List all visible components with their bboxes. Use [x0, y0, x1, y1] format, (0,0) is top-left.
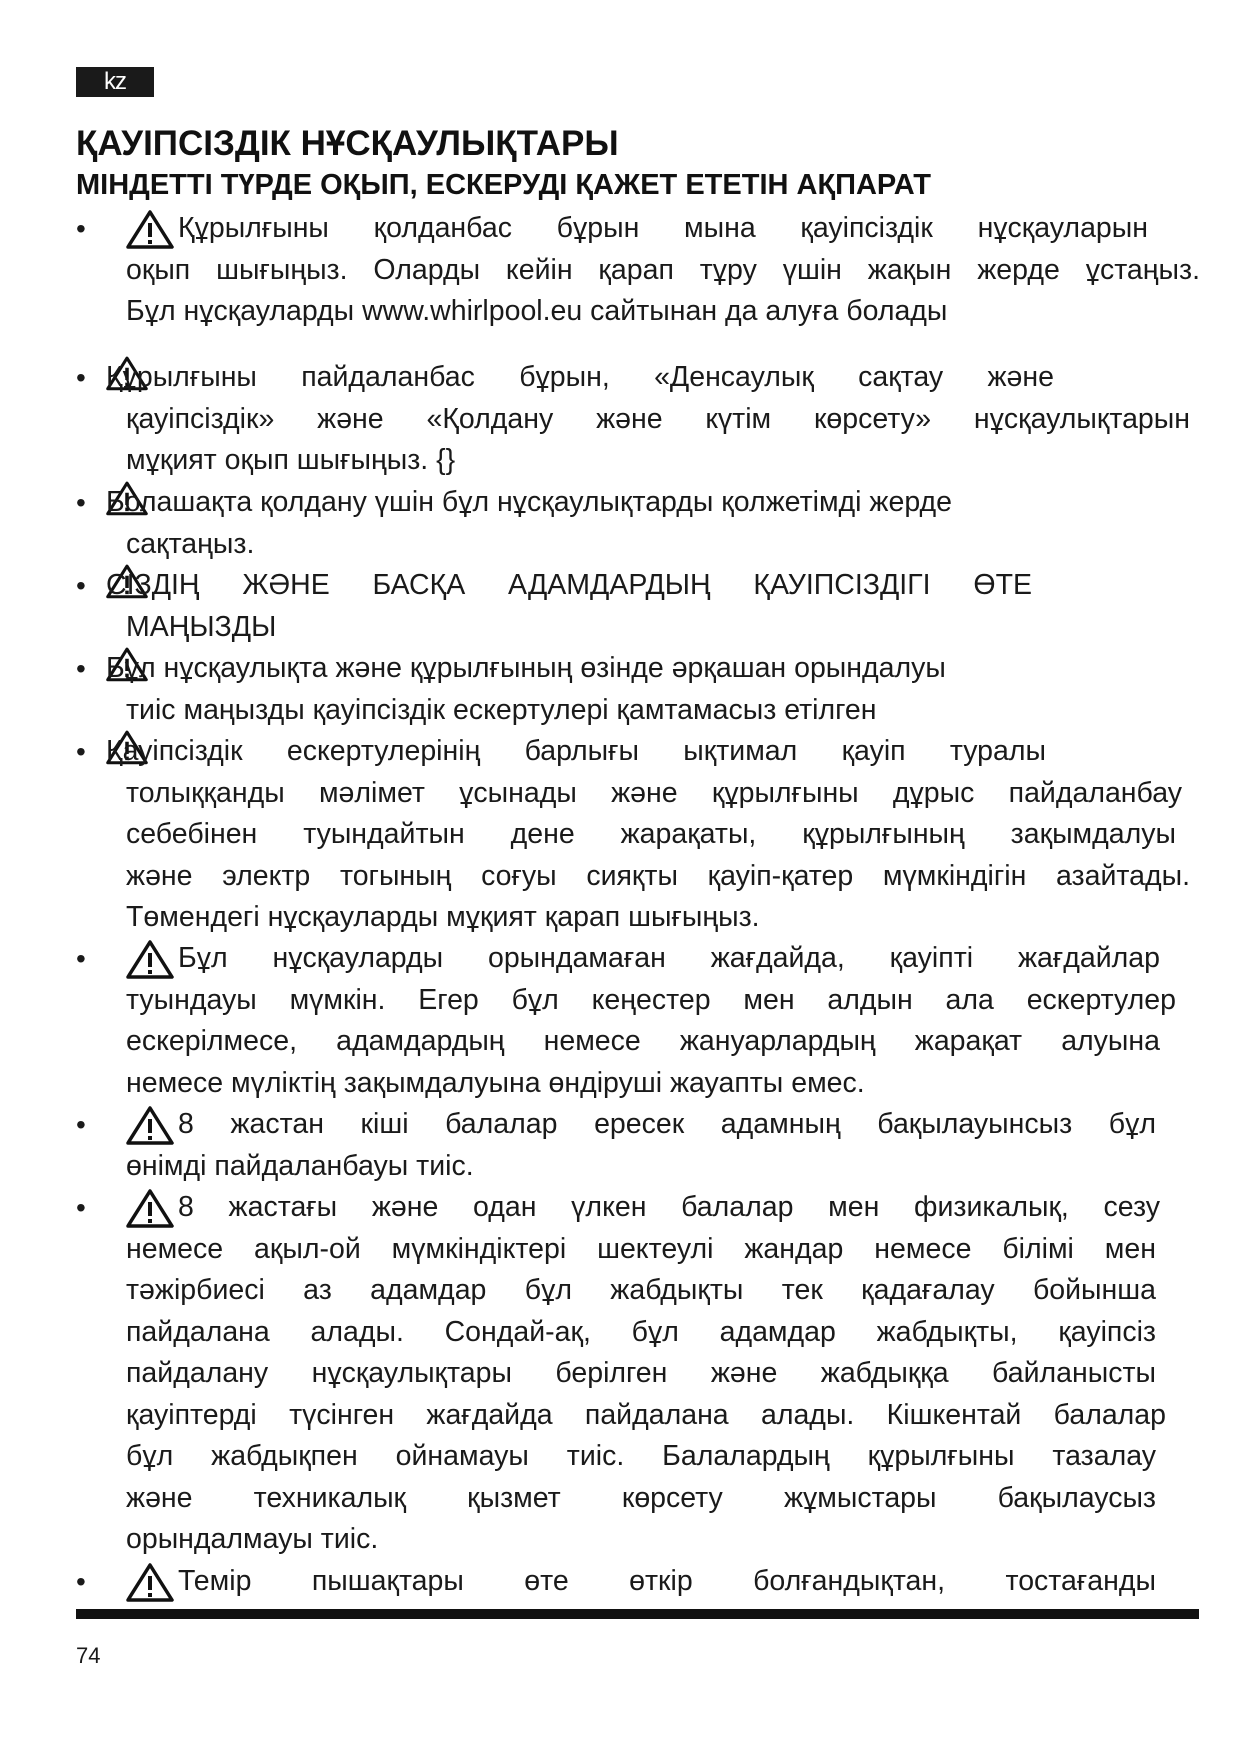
bullet: •	[76, 487, 86, 518]
item-text-line: Болашақта қолдану үшін бұл нұсқаулықтарды қолжетімді жерде	[106, 486, 953, 518]
item-text-line: 8 жастан кіші балалар ересек адамның бақылауынсыз бұл	[178, 1108, 1156, 1140]
bullet: •	[76, 736, 86, 767]
bullet: •	[76, 1192, 86, 1223]
item-text-line: және техникалық қызмет көрсету жұмыстары бақылаусыз	[126, 1481, 1156, 1514]
bullet: •	[76, 653, 86, 684]
item-text-line: Құрылғыны қолданбас бұрын мына қауіпсіздік нұсқауларын	[178, 212, 1148, 244]
item-text-line: Төмендегі нұсқауларды мұқият қарап шығыңыз.	[126, 901, 760, 933]
item-text-line: 8 жастағы және одан үлкен балалар мен физикалық, сезу	[178, 1191, 1160, 1223]
page-title: ҚАУІПСІЗДІК НҰСҚАУЛЫҚТАРЫ	[76, 124, 619, 163]
warning-triangle-icon	[126, 1105, 174, 1145]
item-text-line: толыққанды мәлімет ұсынады және құрылғыны дұрыс пайдаланбау	[126, 776, 1182, 809]
item-text-line: Бұл нұсқауларды www.whirlpool.eu сайтынан да алуға болады	[126, 295, 948, 327]
item-text-line: қауіпсіздік» және «Қолдану және күтім көрсету» нұсқаулықтарын	[126, 402, 1190, 435]
item-text-line: сақтаңыз.	[126, 527, 255, 560]
item-text-line: мұқият оқып шығыңыз. {}	[126, 444, 456, 476]
warning-triangle-icon	[126, 1562, 174, 1602]
item-text-line: ескерілмесе, адамдардың немесе жануарлардың жарақат алуына	[126, 1025, 1160, 1057]
item-text-line: Құрылғыны пайдаланбас бұрын, «Денсаулық сақтау және	[106, 361, 1054, 393]
item-text-line: пайдалану нұсқаулықтары берілген және жабдыққа байланысты	[126, 1357, 1156, 1389]
item-text-line: тиіс маңызды қауіпсіздік ескертулері қамтамасыз етілген	[126, 693, 877, 726]
page-number: 74	[76, 1643, 101, 1668]
item-text-line: МАҢЫЗДЫ	[126, 610, 277, 643]
item-text-line: Бұл нұсқаулықта және құрылғының өзінде әрқашан орындалуы	[106, 652, 946, 684]
item-text-line: СІЗДІҢ ЖӘНЕ БАСҚА АДАМДАРДЫҢ ҚАУІПСІЗДІГІ ӨТЕ	[106, 569, 1032, 601]
item-text-line: және электр тогының соғуы сияқты қауіп-қатер мүмкіндігін азайтады.	[126, 859, 1190, 892]
item-text-line: Темір пышақтары өте өткір болғандықтан, тостағанды	[178, 1565, 1156, 1597]
warning-triangle-icon	[126, 209, 174, 249]
language-tag: kz	[76, 67, 154, 97]
bullet: •	[76, 213, 86, 244]
bullet: •	[76, 362, 86, 393]
item-text-line: тәжірбиесі аз адамдар бұл жабдықты тек қадағалау бойынша	[126, 1274, 1156, 1306]
item-text-line: бұл жабдықпен ойнамауы тиіс. Балалардың құрылғыны тазалау	[126, 1440, 1156, 1472]
warning-triangle-icon	[126, 939, 174, 979]
footer-divider	[76, 1609, 1199, 1619]
item-text-line: немесе ақыл-ой мүмкіндіктері шектеулі жандар немесе білімі мен	[126, 1232, 1156, 1265]
bullet: •	[76, 570, 86, 601]
bullet: •	[76, 943, 86, 974]
page-subtitle: МІНДЕТТІ ТҮРДЕ ОҚЫП, ЕСКЕРУДІ ҚАЖЕТ ЕТЕТІН АҚПАРАТ	[76, 169, 931, 201]
item-text-line: Қауіпсіздік ескертулерінің барлығы ықтимал қауіп туралы	[106, 735, 1046, 767]
item-text-line: себебінен туындайтын дене жарақаты, құрылғының зақымдалуы	[126, 818, 1176, 850]
bullet: •	[76, 1109, 86, 1140]
item-text-line: қауіптерді түсінген жағдайда пайдалана алады. Кішкентай балалар	[126, 1398, 1166, 1431]
item-text-line: орындалмауы тиіс.	[126, 1523, 379, 1555]
warning-triangle-icon	[126, 1188, 174, 1228]
item-text-line: оқып шығыңыз. Оларды кейін қарап тұру үшін жақын жерде ұстаңыз.	[126, 253, 1200, 286]
bullet: •	[76, 1566, 86, 1597]
item-text-line: өнімді пайдаланбауы тиіс.	[126, 1149, 474, 1182]
item-text-line: немесе мүліктің зақымдалуына өндіруші жауапты емес.	[126, 1066, 865, 1099]
item-text-line: туындауы мүмкін. Егер бұл кеңестер мен алдын ала ескертулер	[126, 983, 1176, 1016]
item-text-line: Бұл нұсқауларды орындамаған жағдайда, қауіпті жағдайлар	[178, 942, 1160, 974]
item-text-line: пайдалана алады. Сондай-ақ, бұл адамдар жабдықты, қауіпсіз	[126, 1315, 1156, 1348]
